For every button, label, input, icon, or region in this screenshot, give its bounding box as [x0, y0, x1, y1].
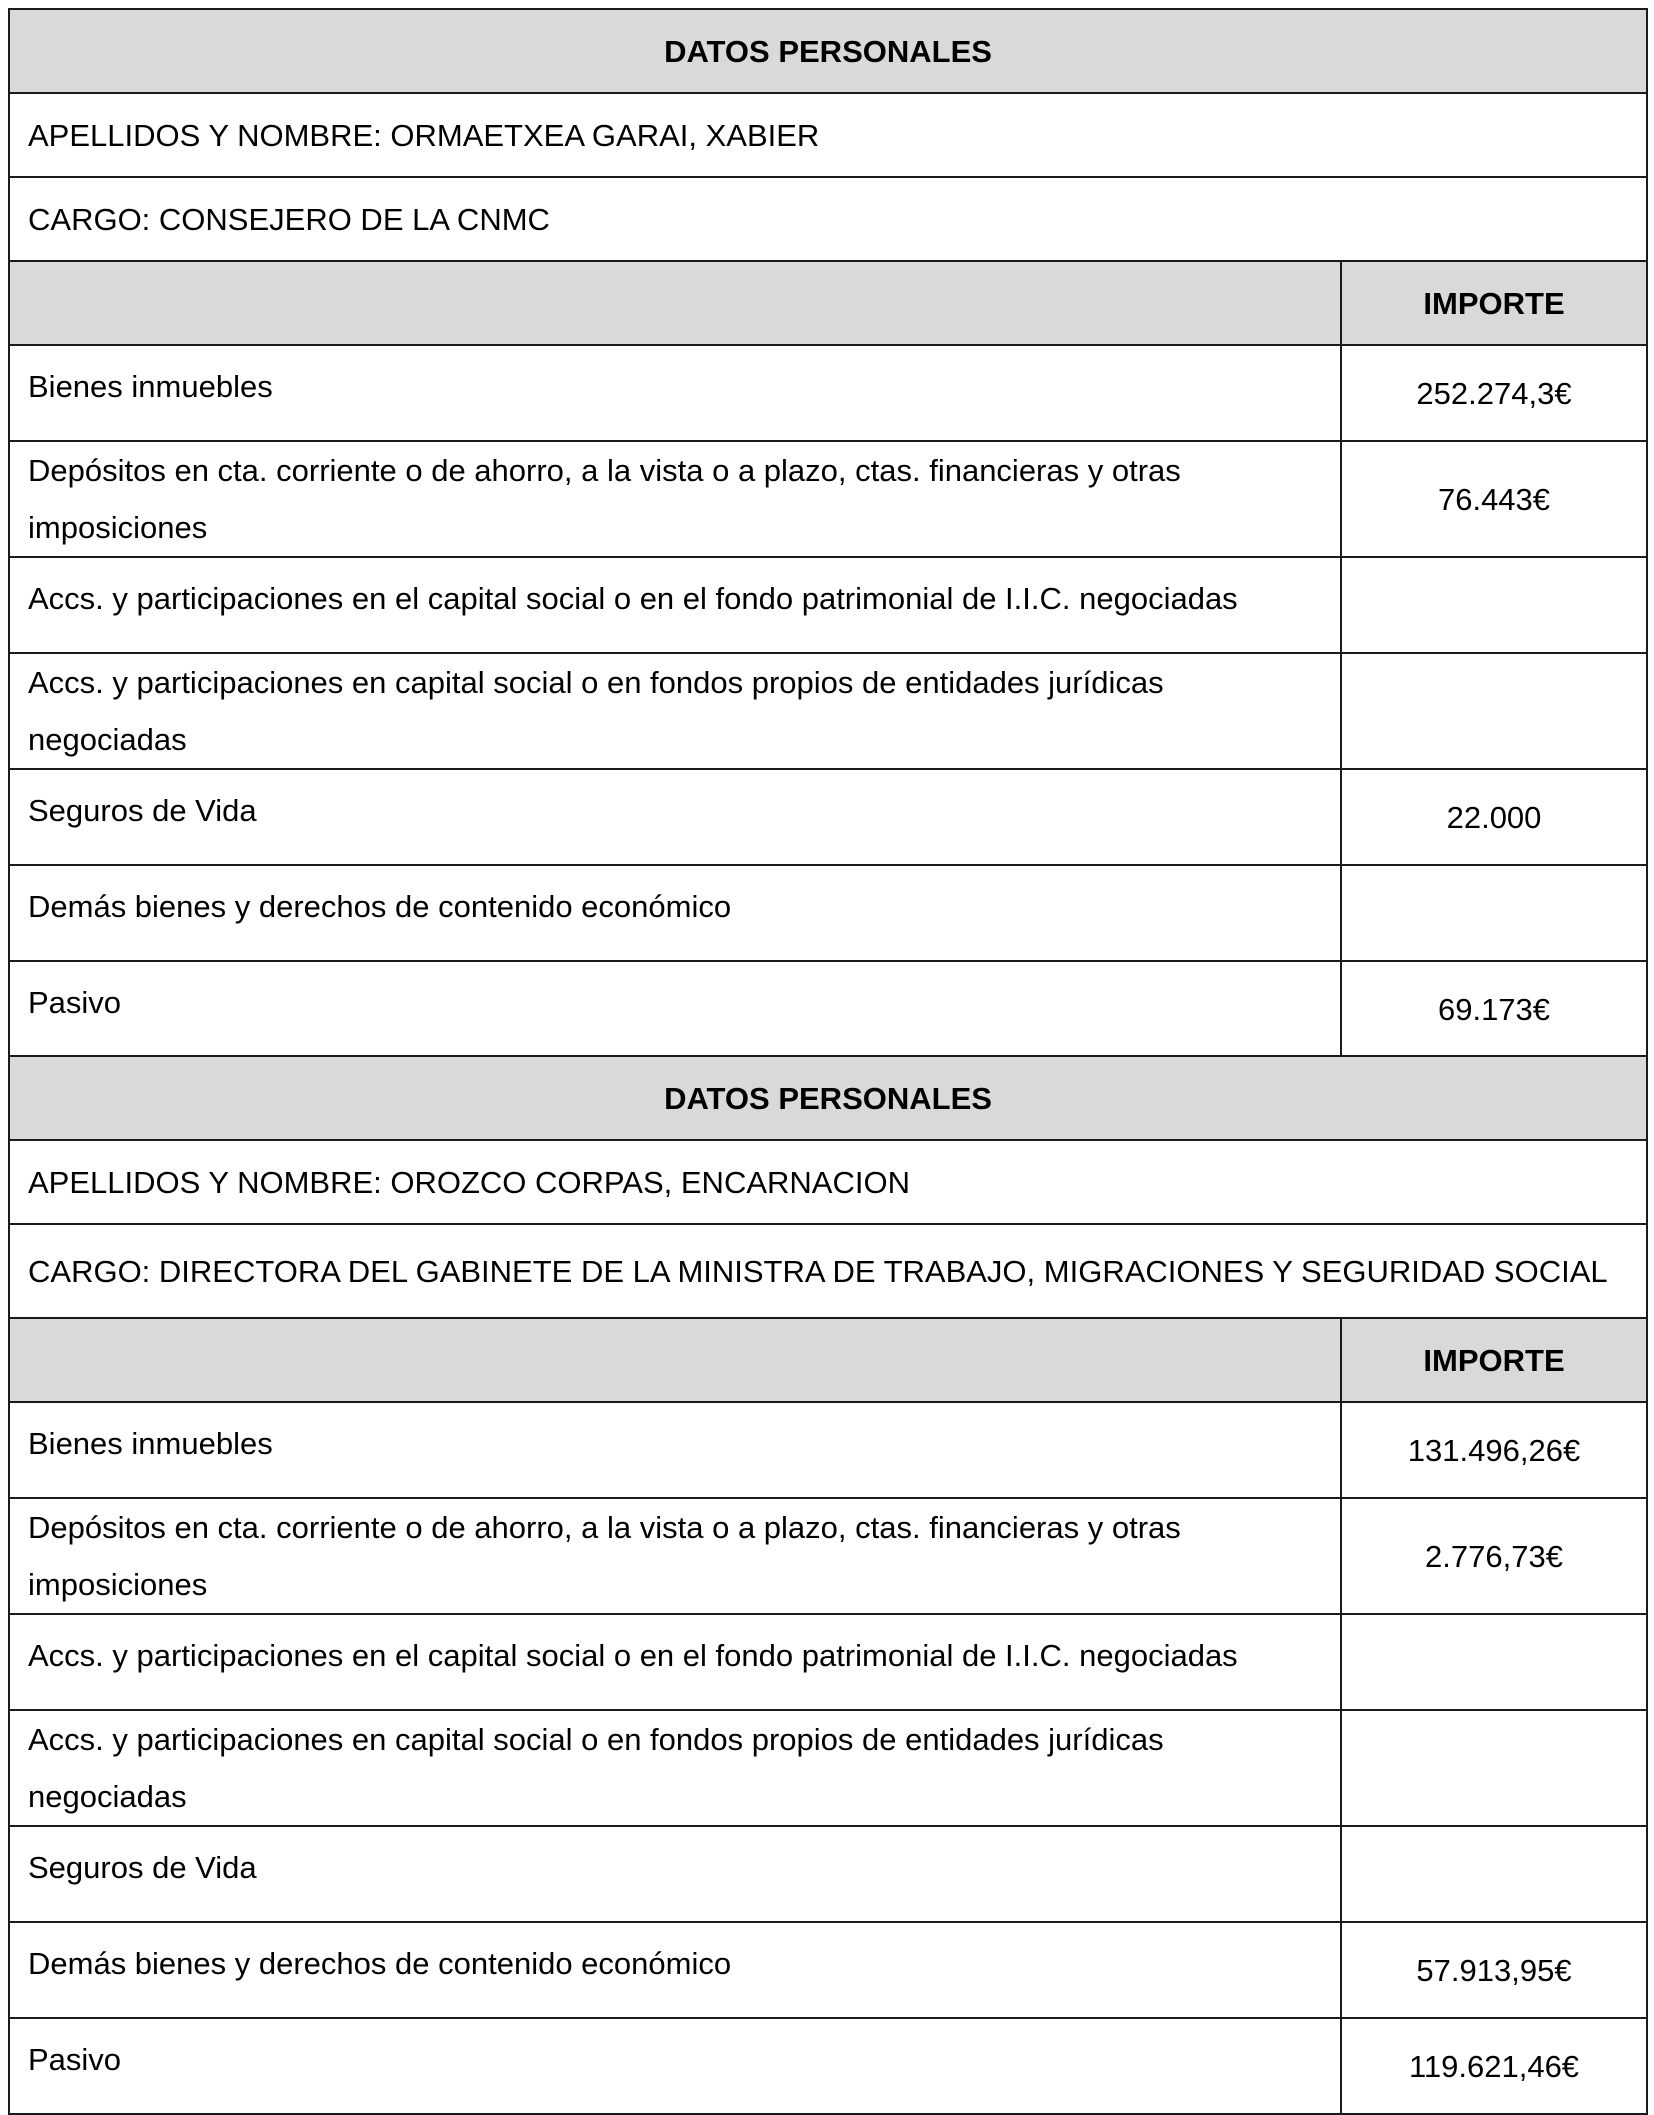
row-value: 2.776,73€ — [1341, 1498, 1647, 1614]
row-value — [1341, 653, 1647, 769]
row-label: Depósitos en cta. corriente o de ahorro, a la vista o a plazo, ctas. financieras y otras imposiciones — [9, 441, 1341, 557]
column-header-blank — [9, 261, 1341, 345]
table-row — [9, 1710, 1647, 1826]
table-row — [9, 769, 1647, 865]
table-row — [9, 441, 1647, 557]
table-row — [9, 653, 1647, 769]
name-line: APELLIDOS Y NOMBRE: ORMAETXEA GARAI, XABIER — [9, 93, 1647, 177]
table-row — [9, 345, 1647, 441]
section-header-row — [9, 1056, 1647, 1140]
row-label: Demás bienes y derechos de contenido económico — [9, 1922, 1341, 2018]
table-row — [9, 1826, 1647, 1922]
row-value — [1341, 1614, 1647, 1710]
table-row — [9, 1922, 1647, 2018]
table-row — [9, 1498, 1647, 1614]
importe-header: IMPORTE — [1341, 1318, 1647, 1402]
section-header: DATOS PERSONALES — [9, 1056, 1647, 1140]
cargo-row — [9, 177, 1647, 261]
row-label: Demás bienes y derechos de contenido económico — [9, 865, 1341, 961]
row-label: Seguros de Vida — [9, 769, 1341, 865]
row-label: Bienes inmuebles — [9, 345, 1341, 441]
cargo-line: CARGO: CONSEJERO DE LA CNMC — [9, 177, 1647, 261]
table-row — [9, 557, 1647, 653]
row-value: 69.173€ — [1341, 961, 1647, 1057]
row-value: 57.913,95€ — [1341, 1922, 1647, 2018]
cargo-line: CARGO: DIRECTORA DEL GABINETE DE LA MINISTRA DE TRABAJO, MIGRACIONES Y SEGURIDAD SOCIAL — [9, 1224, 1647, 1318]
row-label: Accs. y participaciones en el capital social o en el fondo patrimonial de I.I.C. negociadas — [9, 1614, 1341, 1710]
row-label: Depósitos en cta. corriente o de ahorro, a la vista o a plazo, ctas. financieras y otras imposiciones — [9, 1498, 1341, 1614]
name-line: APELLIDOS Y NOMBRE: OROZCO CORPAS, ENCARNACION — [9, 1140, 1647, 1224]
row-value — [1341, 557, 1647, 653]
section-header: DATOS PERSONALES — [9, 9, 1647, 93]
table-row — [9, 865, 1647, 961]
table-row — [9, 1614, 1647, 1710]
row-value: 252.274,3€ — [1341, 345, 1647, 441]
column-header-row — [9, 1318, 1647, 1402]
table-row — [9, 2018, 1647, 2114]
row-value — [1341, 865, 1647, 961]
row-label: Accs. y participaciones en el capital social o en el fondo patrimonial de I.I.C. negociadas — [9, 557, 1341, 653]
row-label: Seguros de Vida — [9, 1826, 1341, 1922]
column-header-row — [9, 261, 1647, 345]
declaration-table-2 — [8, 1055, 1648, 2115]
row-label: Pasivo — [9, 2018, 1341, 2114]
row-label: Accs. y participaciones en capital social o en fondos propios de entidades jurídicas negociadas — [9, 1710, 1341, 1826]
declaration-table-1 — [8, 8, 1648, 1058]
row-label: Pasivo — [9, 961, 1341, 1057]
section-header-row — [9, 9, 1647, 93]
row-label: Accs. y participaciones en capital social o en fondos propios de entidades jurídicas negociadas — [9, 653, 1341, 769]
row-value — [1341, 1826, 1647, 1922]
row-value — [1341, 1710, 1647, 1826]
name-row — [9, 1140, 1647, 1224]
name-row — [9, 93, 1647, 177]
row-value: 76.443€ — [1341, 441, 1647, 557]
cargo-row — [9, 1224, 1647, 1318]
row-value: 119.621,46€ — [1341, 2018, 1647, 2114]
table-row — [9, 961, 1647, 1057]
column-header-blank — [9, 1318, 1341, 1402]
row-value: 22.000 — [1341, 769, 1647, 865]
table-row — [9, 1402, 1647, 1498]
importe-header: IMPORTE — [1341, 261, 1647, 345]
row-value: 131.496,26€ — [1341, 1402, 1647, 1498]
row-label: Bienes inmuebles — [9, 1402, 1341, 1498]
